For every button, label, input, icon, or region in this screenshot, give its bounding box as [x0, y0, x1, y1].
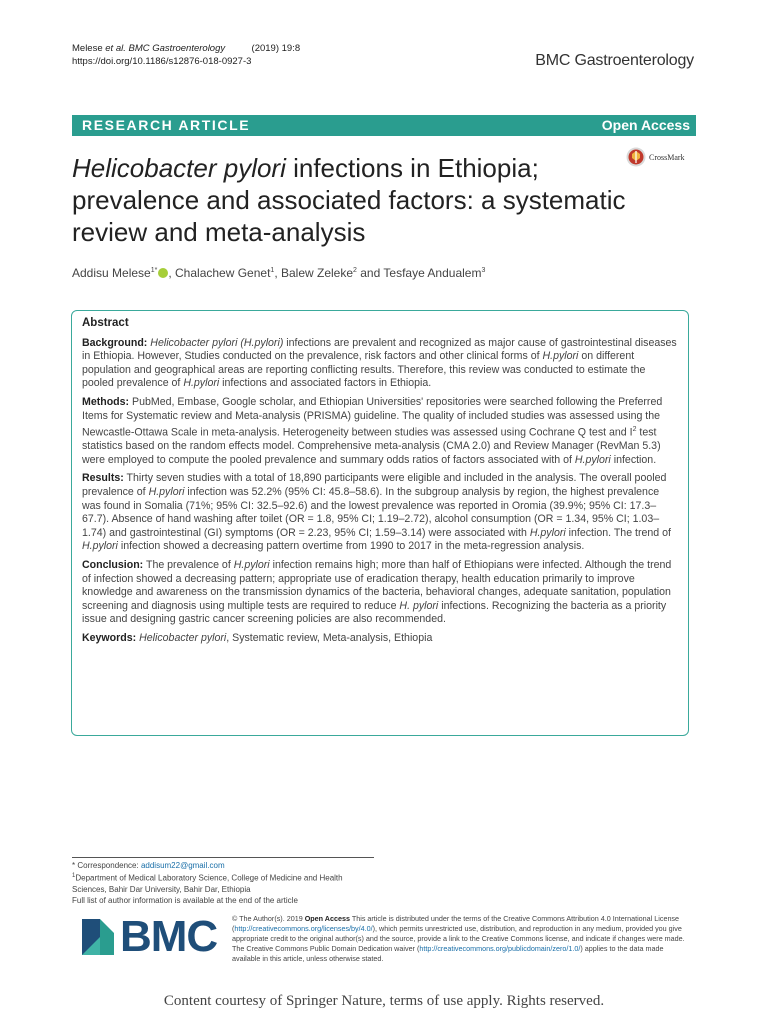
crossmark-label: CrossMark — [649, 152, 685, 162]
article-type-bar — [72, 115, 696, 136]
abstract-box — [71, 310, 689, 736]
orcid-icon[interactable] — [158, 268, 168, 278]
citation-header: Melese et al. BMC Gastroenterology (2019) 19:8 https://doi.org/10.1186/s12876-018-0927-3 — [72, 43, 301, 67]
license-text: © The Author(s). 2019 Open Access This article is distributed under the terms of the Creative Commons Attribution 4.0 International License (http://creativecommons.org/licenses/by/4.0/), which permits unrestricted use, distribution, and reproduction in any medium, provided you give appropriate credit to the original author(s) and the source, provide a link to the Creative Commons license, and indicate if changes were made. The Creative Commons Public Domain Dedication waiver (http://creativecommons.org/publicdomain/zero/1.0/) applies to the data made available in this article, unless otherwise stated. — [232, 914, 685, 963]
journal-name: BMC Gastroenterology — [535, 52, 694, 69]
article-type: RESEARCH ARTICLE — [82, 117, 251, 133]
correspondence-email[interactable]: addisum22@gmail.com — [140, 861, 225, 870]
crossmark-button[interactable] — [626, 147, 685, 167]
article-title: Helicobacter pylori infections in Ethiopia; prevalence and associated factors: a systematic review and meta-analysis — [72, 153, 626, 247]
open-access-label: Open Access — [601, 117, 690, 133]
abstract-background: Background: Helicobacter pylori (H.pylori) infections are prevalent and recognized as major cause of gastrointestinal diseases in Ethiopia. However, Studies conducted on the prevalence, risk factors and other clinical forms of H.pylori on different population and geographical areas are reporting conflicting results. Therefore, this review was conducted to estimate the pooled prevalence of H.pylori infections and associated factors in Ethiopia. — [82, 336, 677, 390]
bmc-logo-icon — [80, 917, 116, 957]
courtesy-notice: Content courtesy of Springer Nature, terms of use apply. Rights reserved. — [163, 993, 605, 1009]
doi-link[interactable]: https://doi.org/10.1186/s12876-018-0927-3 — [72, 56, 252, 67]
bmc-logo — [80, 912, 217, 962]
cc-by-link[interactable]: http://creativecommons.org/licenses/by/4.0/ — [234, 924, 373, 933]
abstract-heading: Abstract — [82, 317, 129, 329]
abstract-keywords: Keywords: Helicobacter pylori, Systematic review, Meta-analysis, Ethiopia — [82, 632, 433, 644]
footnote: * Correspondence: addisum22@gmail.com $^1$Department of Medical Laboratory Science, College of Medicine and Health Sciences, Bahir Dar University, Bahir Dar, Ethiopia Full list of author information is available at the end of the article — [72, 861, 343, 905]
author-list: Addisu Melese$^{1*}$ , Chalachew Genet$^1$, Balew Zeleke$^2$ and Tesfaye Andualem$^3$ — [72, 266, 486, 280]
abstract-conclusion: Conclusion: The prevalence of H.pylori infection remains high; more than half of Ethiopians were infected. Although the trend of infection showed a decreasing pattern; appropriate use of eradication therapy, health education primarily to improve knowledge and awareness on the transmission dynamics of the bacteria, behavioral changes, adequate sanitation, population screening and diagnosis using multiple tests are required to reduce H. pylori infections. Recognizing the bacteria as a priority issue and designing gastric cancer screening policies are also recommended. — [82, 559, 672, 626]
abstract-results: Results: Thirty seven studies with a total of 18,890 participants were eligible and included in the analysis. The overall pooled prevalence of H.pylori infection was 52.2% (95% CI: 45.8–58.6). In the subgroup analysis by region, the highest prevalence was found in Somalia (71%; 95% CI: 32.5–92.6) and the lowest prevalence was reported in Oromia (39.9%; 95% CI: 17.3–67.7). Absence of hand washing after toilet (OR = 1.8, 95% CI; 1.19–2.72), alcohol consumption (OR = 1.34, 95% CI; 1.03–1.74) and gastrointestinal (GI) symptoms (OR = 2.23, 95% CI; 1.59–3.14) were associated with H.pylori infection. The trend of H.pylori infection showed a decreasing pattern overtime from 1990 to 2017 in the meta-regression analysis. — [82, 472, 671, 553]
cc-zero-link[interactable]: http://creativecommons.org/publicdomain/zero/1.0/ — [419, 944, 581, 953]
footnote-divider — [72, 857, 374, 858]
abstract-methods: Methods: PubMed, Embase, Google scholar, and Ethiopian Universities' repositories were searched following the Preferred Items for Systematic review and Meta-analysis (PRISMA) guideline. The quality of included studies was assessed using the Newcastle-Ottawa Scale in meta-analysis. Heterogeneity between studies was assessed using Cochrane Q test and $I^2$ test statistics based on the random effects model. Comprehensive meta-analysis (CMA 2.0) and Review Manager (RevMan 5.3) were employed to compute the pooled prevalence and summary odds ratios of factors associated with of H.pylori infection. — [82, 395, 663, 466]
bmc-logo-text: BMC — [120, 912, 218, 961]
